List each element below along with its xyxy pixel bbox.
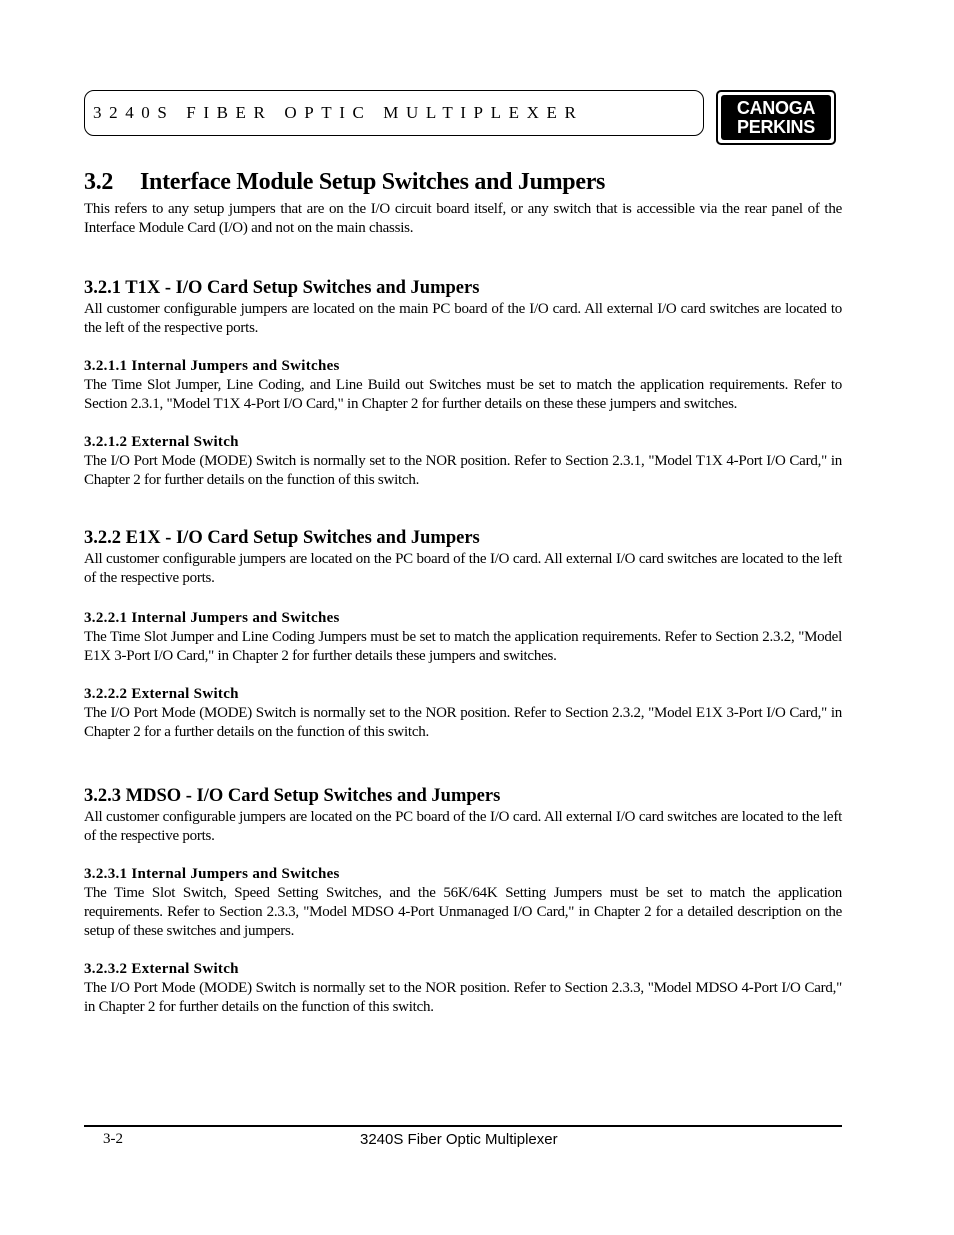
item-heading-mdso-external: 3.2.3.2 External Switch [84, 961, 239, 977]
footer-title: 3240S Fiber Optic Multiplexer [360, 1131, 558, 1148]
item-body-t1x-external: The I/O Port Mode (MODE) Switch is normally set to the NOR position. Refer to Section 2.3.1, "Model T1X 4-Port I/O Card," in Chapter 2 for further details on the function of this switch. [84, 453, 842, 488]
item-heading-e1x-internal: 3.2.2.1 Internal Jumpers and Switches [84, 610, 340, 626]
page-content [84, 166, 842, 1017]
item-body-e1x-internal: The Time Slot Jumper and Line Coding Jumpers must be set to match the application requirements. Refer to Section 2.3.2, "Model E1X 3-Port I/O Card," in Chapter 2 for further details these jumpers and switches. [84, 629, 842, 664]
item-heading-e1x-external: 3.2.2.2 External Switch [84, 686, 239, 702]
item-body-e1x-external: The I/O Port Mode (MODE) Switch is normally set to the NOR position. Refer to Section 2.3.2, "Model E1X 3-Port I/O Card," in Chapter 2 for a further details on the function of this switch. [84, 705, 842, 740]
subsection-heading-e1x: 3.2.2 E1X - I/O Card Setup Switches and Jumpers [84, 528, 480, 548]
item-heading-t1x-external: 3.2.1.2 External Switch [84, 434, 239, 450]
logo-line-1: CANOGA [736, 97, 816, 118]
item-body-t1x-internal: The Time Slot Jumper, Line Coding, and Line Build out Switches must be set to match the application requirements. Refer to Section 2.3.1, "Model T1X 4-Port I/O Card," in Chapter 2 for further details on these these jumpers and switches. [84, 377, 842, 412]
section-title: Interface Module Setup Switches and Jumpers [140, 169, 606, 195]
section-heading [84, 166, 842, 198]
subsection-body-e1x: All customer configurable jumpers are located on the PC board of the I/O card. All external I/O card switches are located to the left of the respective ports. [84, 551, 842, 586]
logo-badge [721, 95, 831, 140]
item-heading-t1x-internal: 3.2.1.1 Internal Jumpers and Switches [84, 358, 340, 374]
footer-rule [84, 1125, 842, 1127]
subsection-body-t1x: All customer configurable jumpers are located on the main PC board of the I/O card. All external I/O card switches are located to the left of the respective ports. [84, 301, 842, 336]
header-title: 3240S FIBER OPTIC MULTIPLEXER [93, 103, 584, 122]
subsection-body-mdso: All customer configurable jumpers are located on the PC board of the I/O card. All external I/O card switches are located to the left of the respective ports. [84, 809, 842, 844]
footer-page-number: 3-2 [103, 1131, 123, 1147]
subsection-heading-mdso: 3.2.3 MDSO - I/O Card Setup Switches and Jumpers [84, 786, 501, 806]
subsection-heading-t1x: 3.2.1 T1X - I/O Card Setup Switches and Jumpers [84, 278, 480, 298]
canoga-perkins-logo [716, 90, 836, 145]
item-body-mdso-internal: The Time Slot Switch, Speed Setting Switches, and the 56K/64K Setting Jumpers must be set to match the application requirements. Refer to Section 2.3.3, "Model MDSO 4-Port Unmanaged I/O Card," in Chapter 2 for a detailed description on the setup of these switches and jumpers. [84, 885, 842, 939]
section-intro: This refers to any setup jumpers that are on the I/O circuit board itself, or any switch that is accessible via the rear panel of the Interface Module Card (I/O) and not on the main chassis. [84, 201, 842, 236]
logo-line-2: PERKINS [737, 116, 815, 137]
running-header [84, 90, 704, 136]
item-body-mdso-external: The I/O Port Mode (MODE) Switch is normally set to the NOR position. Refer to Section 2.3.3, "Model MDSO 4-Port I/O Card," in Chapter 2 for further details on the function of this switch. [84, 980, 842, 1015]
item-heading-mdso-internal: 3.2.3.1 Internal Jumpers and Switches [84, 866, 340, 882]
section-number: 3.2 [84, 169, 114, 195]
